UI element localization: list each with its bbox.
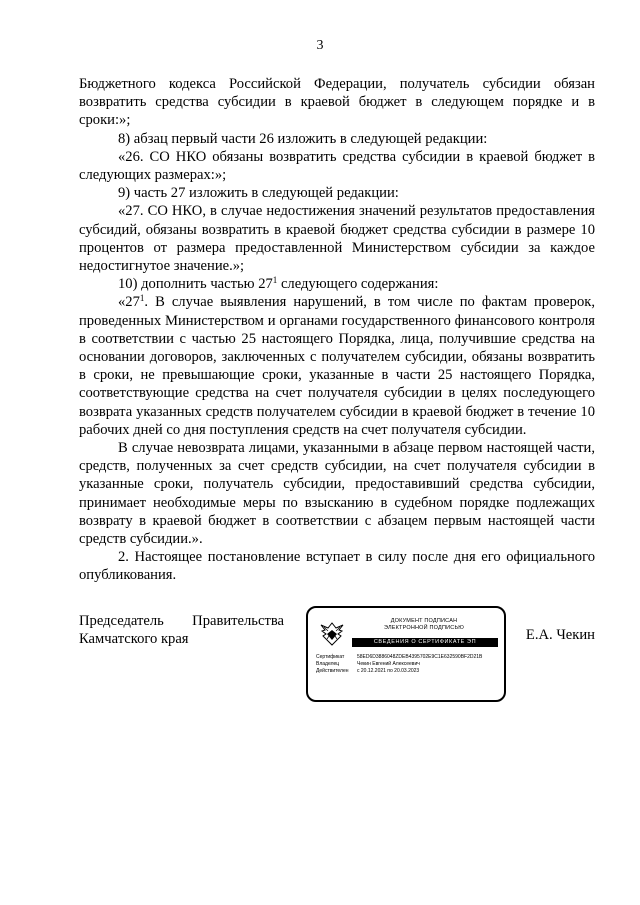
validity-row: Действителен с 20.12.2021 по 20.03.2023 [316,668,420,674]
paragraph: «$27^1$. В случае выявления нарушений, в том числе по фактам проверок, проведенных Министерством и органами государственного финансового контроля в соответствии с частью 25 настоящего Порядка, лица, получившие средства на основании договоров, заключенных с получателем субсидии, обязаны возвратить в сроки, не превышающие сроки, указанные в части 25 настоящего Порядка, соответствующие средства на счет получателя субсидии в целях последующего возврата указанных средств получателем субсидии в краевой бюджет в течение 10 рабочих дней со дня поступления средств на счет получателя субсидии. [79,293,595,438]
paragraph: «26. СО НКО обязаны возвратить средства субсидии в краевой бюджет в следующих размерах:»; [79,148,595,184]
certificate-row: Сертификат 58ED6D3886048ZDEB4395702E9C1E632590BF2D21B [316,654,483,660]
position-line-2: Камчатского края [79,631,189,648]
certificate-info-bar: СВЕДЕНИЯ О СЕРТИФИКАТЕ ЭП [352,638,498,647]
electronic-signature-stamp [306,606,506,702]
paragraph: 8) абзац первый части 26 изложить в следующей редакции: [118,130,488,147]
owner-row: Владелец Чекин Евгений Алексеевич [316,661,420,667]
paragraph: В случае невозврата лицами, указанными в абзаце первом настоящей части, средств, полученных за счет средств субсидии, на счет получателя субсидии в указанные сроки, получатель субсидии, предоставивший средства субсидии, принимает необходимые меры по взысканию в судебном порядке подлежащих возврату в краевой бюджет в соответствии с абзацем первым настоящей части средств субсидии.». [79,440,595,548]
paragraph: 2. Настоящее постановление вступает в силу после дня его официального опубликования. [79,549,595,584]
coat-of-arms-icon [318,620,346,648]
stamp-header: ДОКУМЕНТ ПОДПИСАН ЭЛЕКТРОННОЙ ПОДПИСЬЮ [383,618,465,631]
paragraph: Бюджетного кодекса Российской Федерации, получатель субсидии обязан возвратить средства субсидии в краевой бюджет в следующем порядке и в сроки:»; [79,76,595,129]
position-word-1: Председатель [79,613,164,629]
signatory-name: Е.А. Чекин [525,627,595,643]
signatory-position [79,612,284,648]
paragraph: «27. СО НКО, в случае недостижения значений результатов предоставления субсидий, обязаны возвратить в краевой бюджет средства субсидии в размере 10 процентов от размера предоставленной Министерством субсидии за каждое недостигнутое значение.»; [79,203,595,275]
page-number: 3 [316,38,324,53]
certificate-details [316,654,498,675]
document-body [79,75,595,585]
paragraph: 10) дополнить частью $27^1$ следующего содержания: [118,275,439,293]
paragraph: 9) часть 27 изложить в следующей редакции: [118,185,399,202]
position-word-2: Правительства [192,613,284,629]
